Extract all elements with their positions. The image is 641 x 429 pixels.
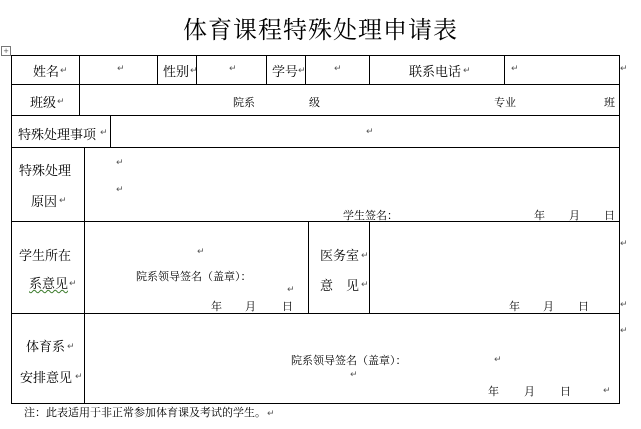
- date-month: 月: [524, 385, 535, 398]
- paragraph-mark: ↵: [190, 66, 198, 76]
- row-divider: [11, 115, 620, 116]
- paragraph-mark: ↵: [361, 251, 369, 261]
- medical-opinion-label-line1: 医务室: [320, 249, 360, 264]
- grade-suffix: 级: [309, 96, 320, 109]
- row-divider: [11, 313, 620, 314]
- paragraph-mark: ↵: [350, 370, 358, 380]
- name-label: 姓名: [33, 65, 60, 80]
- reason-label-line1: 特殊处理: [19, 164, 72, 179]
- col-divider: [308, 221, 309, 314]
- dept-opinion-label-line2: 系意见: [29, 277, 69, 292]
- phone-label: 联系电话: [409, 65, 462, 80]
- paragraph-mark: ↵: [620, 326, 628, 336]
- date-year: 年: [488, 385, 499, 398]
- pe-dept-label-line2: 安排意见: [20, 371, 73, 386]
- date-month: 月: [543, 300, 554, 313]
- class-label: 班级: [30, 96, 57, 111]
- col-divider: [79, 84, 80, 116]
- paragraph-mark: ↵: [298, 66, 306, 76]
- paragraph-mark: ↵: [287, 285, 295, 295]
- gender-input-field[interactable]: ↵: [229, 64, 237, 74]
- pe-opinion-input-field[interactable]: ↵: [494, 355, 502, 365]
- paragraph-mark: ↵: [463, 66, 471, 76]
- date-year: 年: [534, 209, 545, 222]
- paragraph-mark: ↵: [69, 279, 77, 289]
- special-matter-input-field[interactable]: ↵: [366, 127, 374, 137]
- paragraph-mark: ↵: [60, 66, 68, 76]
- col-divider: [84, 147, 85, 404]
- paragraph-mark: ↵: [57, 97, 65, 107]
- special-matter-label: 特殊处理事项: [18, 128, 97, 143]
- paragraph-mark: ↵: [620, 64, 628, 74]
- row-divider: [11, 221, 620, 222]
- col-divider: [369, 55, 370, 85]
- student-id-label: 学号: [272, 65, 299, 80]
- date-year: 年: [509, 300, 520, 313]
- form-footnote: 注：此表适用于非正常参加体育课及考试的学生。↵: [24, 406, 275, 419]
- reason-input-field[interactable]: ↵: [116, 158, 124, 168]
- paragraph-mark: ↵: [620, 239, 628, 249]
- student-sign-label: 学生签名：: [343, 209, 398, 222]
- phone-input-field[interactable]: ↵: [511, 64, 519, 74]
- paragraph-mark: ↵: [59, 196, 67, 206]
- date-month: 月: [569, 209, 580, 222]
- pe-leader-sign-label: 院系领导签名（盖章）：: [291, 354, 407, 367]
- col-divider: [369, 221, 370, 314]
- dept-opinion-input-field[interactable]: ↵: [197, 247, 205, 257]
- table-border-left: [11, 55, 12, 404]
- date-month: 月: [245, 300, 256, 313]
- paragraph-mark: ↵: [116, 185, 124, 195]
- paragraph-mark: ↵: [67, 342, 75, 352]
- form-title: 体育课程特殊处理申请表: [183, 16, 458, 44]
- student-id-input-field[interactable]: ↵: [334, 64, 342, 74]
- medical-opinion-label-line2: 意 见: [320, 279, 360, 294]
- name-input-field[interactable]: ↵: [117, 64, 125, 74]
- row-divider: [11, 84, 620, 85]
- col-divider: [110, 115, 111, 148]
- dept-opinion-label-line1: 学生所在: [19, 249, 72, 264]
- row-divider: [11, 147, 620, 148]
- paragraph-mark: ↵: [361, 280, 369, 290]
- date-day: 日: [282, 300, 293, 313]
- table-border-top: [11, 55, 620, 56]
- date-day: 日: [604, 209, 615, 222]
- class-suffix: 班: [604, 96, 615, 109]
- paragraph-mark: ↵: [100, 128, 108, 138]
- gender-label: 性别: [163, 65, 190, 80]
- paragraph-mark: ↵: [75, 372, 83, 382]
- date-day: 日: [560, 385, 571, 398]
- dept-suffix: 院系: [233, 96, 255, 109]
- reason-label-line2: 原因: [31, 195, 58, 210]
- paragraph-mark: ↵: [267, 409, 275, 419]
- col-divider: [504, 55, 505, 85]
- col-divider: [79, 55, 80, 85]
- table-anchor-icon[interactable]: +: [1, 46, 11, 56]
- col-divider: [266, 55, 267, 85]
- paragraph-mark: ↵: [620, 300, 628, 310]
- dept-leader-sign-label: 院系领导签名（盖章）：: [136, 270, 252, 283]
- paragraph-mark: ↵: [603, 386, 611, 396]
- pe-dept-label-line1: 体育系: [26, 340, 66, 355]
- date-year: 年: [211, 300, 222, 313]
- date-day: 日: [578, 300, 589, 313]
- col-divider: [157, 55, 158, 85]
- major-suffix: 专业: [494, 96, 516, 109]
- table-border-right: [619, 55, 620, 404]
